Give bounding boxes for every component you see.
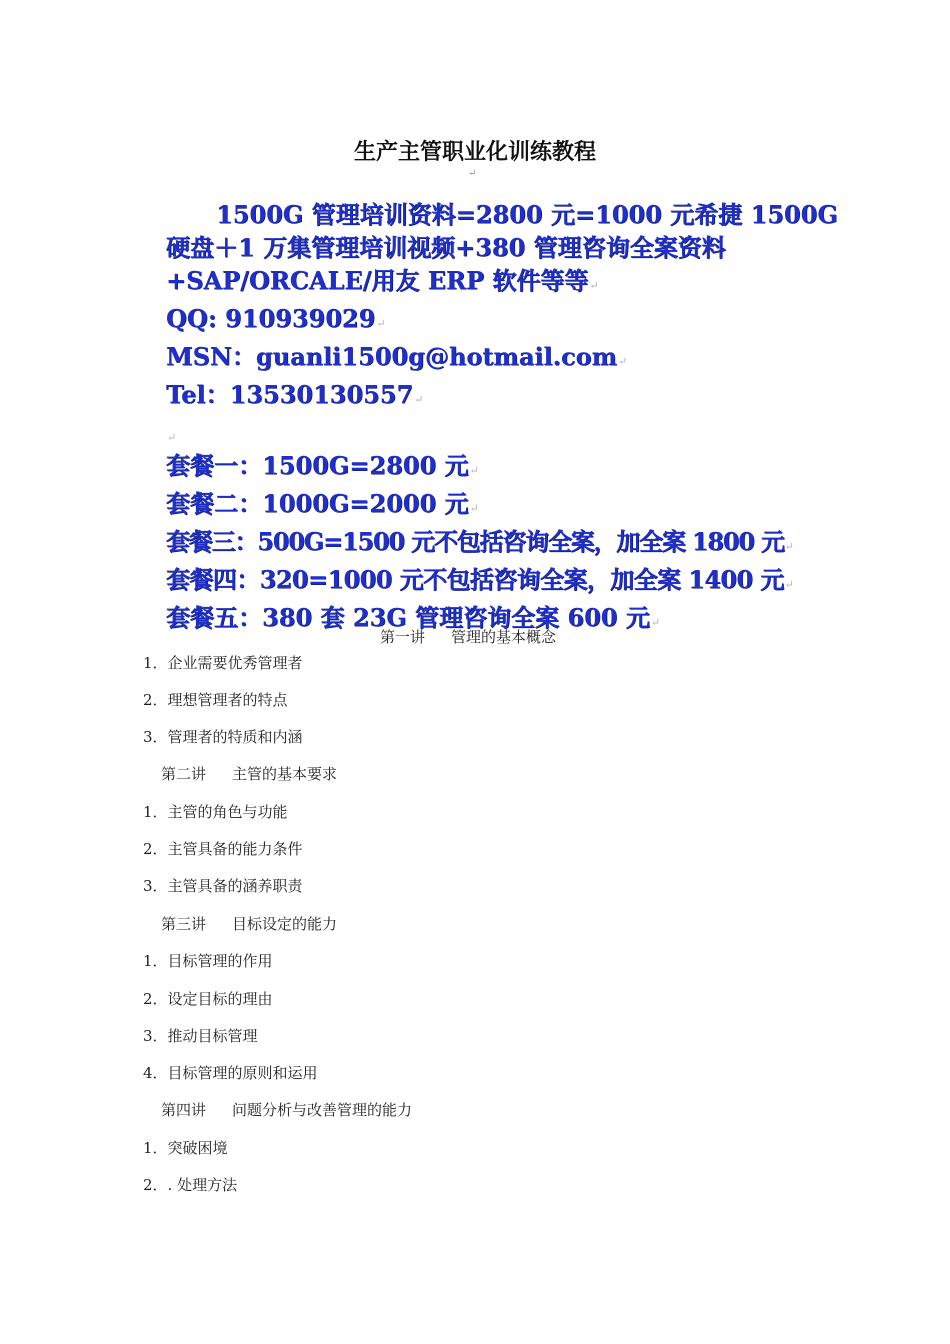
- list-item: 4．目标管理的原则和运用: [143, 1064, 318, 1082]
- lecture-heading-2: 第二讲 主管的基本要求: [161, 765, 338, 783]
- promo-package-1: 套餐一：1500G=2800 元↵: [166, 451, 479, 480]
- promo-block: [166, 198, 838, 639]
- promo-package-2: 套餐二：1000G=2000 元↵: [166, 489, 479, 518]
- promo-blank-line: [166, 416, 782, 449]
- list-item: 1．突破困境: [143, 1139, 228, 1157]
- list-item: 1．企业需要优秀管理者: [143, 654, 303, 672]
- paragraph-mark: ↵: [468, 168, 477, 179]
- paragraph-mark: ↵: [650, 616, 661, 629]
- list-item: 2．理想管理者的特点: [143, 691, 288, 709]
- lecture-heading-3: 第三讲 目标设定的能力: [161, 915, 338, 933]
- paragraph-mark: ↵: [376, 317, 386, 330]
- document-title: 生产主管职业化训练教程: [353, 139, 596, 165]
- list-item: 3．管理者的特质和内涵: [143, 728, 303, 746]
- paragraph-mark: ↵: [617, 355, 628, 368]
- list-item: 2．. 处理方法: [143, 1176, 238, 1194]
- paragraph-mark: ↵: [167, 431, 177, 444]
- promo-line-2: 硬盘＋1 万集管理培训视频+380 管理咨询全案资料: [166, 233, 726, 262]
- list-item: 2．设定目标的理由: [143, 990, 273, 1008]
- promo-tel: Tel：13530130557↵: [166, 380, 424, 409]
- promo-package-3: 套餐三：500G=1500 元不包括咨询全案，加全案 1800 元↵: [166, 527, 793, 556]
- paragraph-mark: ↵: [469, 464, 479, 477]
- promo-qq: QQ: 910939029↵: [166, 304, 386, 333]
- paragraph-mark: ↵: [784, 578, 794, 591]
- list-item: 1．主管的角色与功能: [143, 803, 288, 821]
- list-item: 1．目标管理的作用: [143, 952, 273, 970]
- list-item: 3．推动目标管理: [143, 1027, 258, 1045]
- paragraph-mark: ↵: [414, 393, 424, 406]
- promo-line-1: 1500G 管理培训资料=2800 元=1000 元希捷 1500G: [216, 200, 838, 229]
- lecture-heading-1: 第一讲 管理的基本概念: [380, 628, 557, 646]
- promo-line-3: +SAP/ORCALE/用友 ERP 软件等等↵: [166, 266, 599, 295]
- promo-package-4: 套餐四：320=1000 元不包括咨询全案，加全案 1400 元↵: [166, 565, 794, 594]
- paragraph-mark: ↵: [469, 502, 479, 515]
- promo-msn: MSN：guanli1500g@hotmail.com↵: [166, 342, 628, 371]
- lecture-heading-4: 第四讲 问题分析与改善管理的能力: [161, 1101, 413, 1119]
- list-item: 3．主管具备的涵养职责: [143, 877, 303, 895]
- paragraph-mark: ↵: [589, 279, 599, 292]
- paragraph-mark: ↵: [784, 540, 793, 553]
- promo-package-5: 套餐五：380 套 23G 管理咨询全案 600 元↵: [166, 603, 661, 632]
- list-item: 2．主管具备的能力条件: [143, 840, 303, 858]
